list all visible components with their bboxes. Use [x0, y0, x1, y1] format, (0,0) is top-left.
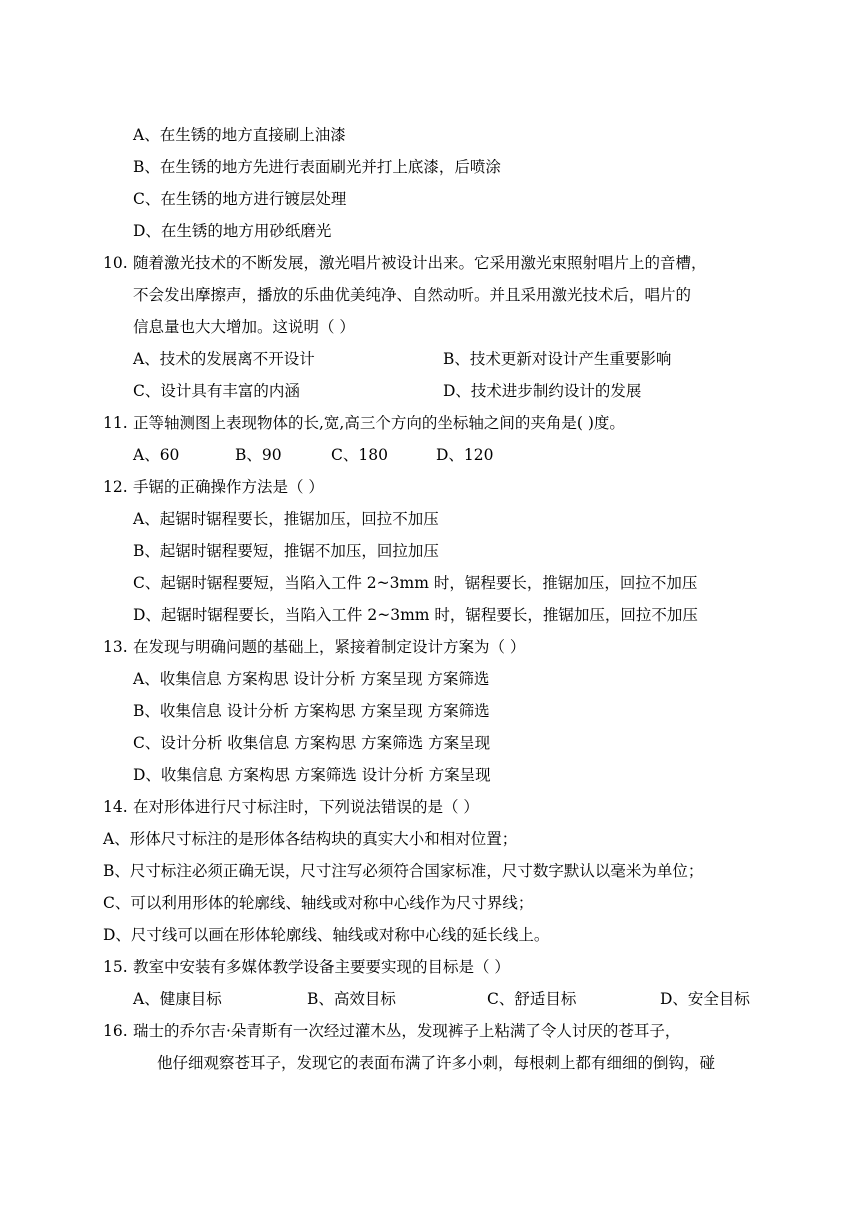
- q12-option-a: A、起锯时锯程要长，推锯加压，回拉不加压: [133, 510, 439, 528]
- q13-text: 在发现与明确问题的基础上，紧接着制定设计方案为（ ）: [133, 638, 526, 656]
- q14-option-d: D、尺寸线可以画在形体轮廓线、轴线或对称中心线的延长线上。: [103, 926, 550, 944]
- q15-text: 教室中安装有多媒体教学设备主要要实现的目标是（ ）: [133, 958, 510, 976]
- q14-option-a: A、形体尺寸标注的是形体各结构块的真实大小和相对位置；: [103, 830, 518, 848]
- q14-option-b: B、尺寸标注必须正确无误，尺寸注写必须符合国家标准，尺寸数字默认以毫米为单位；: [103, 862, 704, 880]
- q15-option-a: A、健康目标: [133, 990, 222, 1008]
- q12-text: 手锯的正确操作方法是（ ）: [133, 478, 324, 496]
- q15-option-d: D、安全目标: [660, 990, 750, 1008]
- q10-text-line-1: 随着激光技术的不断发展，激光唱片被设计出来。它采用激光束照射唱片上的音槽，: [133, 254, 707, 272]
- q10-text-line-2: 不会发出摩擦声，播放的乐曲优美纯净、自然动听。并且采用激光技术后，唱片的: [133, 286, 692, 304]
- q11-option-c: C、180: [331, 446, 388, 464]
- q10-text-line-3: 信息量也大大增加。这说明（ ）: [133, 318, 355, 336]
- q12-option-c: C、起锯时锯程要短，当陷入工件 2~3mm 时，锯程要长，推锯加压，回拉不加压: [133, 574, 698, 592]
- q10-number: 10.: [103, 254, 128, 272]
- q11-number: 11.: [103, 414, 128, 432]
- q10-option-d: D、技术进步制约设计的发展: [443, 382, 642, 400]
- q13-option-c: C、设计分析 收集信息 方案构思 方案筛选 方案呈现: [133, 734, 491, 752]
- q15-option-c: C、舒适目标: [487, 990, 577, 1008]
- q11-option-b: B、90: [235, 446, 282, 464]
- q9-option-a: A、在生锈的地方直接刷上油漆: [133, 126, 346, 144]
- q14-text: 在对形体进行尺寸标注时，下列说法错误的是（ ）: [133, 798, 479, 816]
- q14-option-c: C、可以利用形体的轮廓线、轴线或对称中心线作为尺寸界线；: [103, 894, 534, 912]
- q16-text-line-1: 瑞士的乔尔吉·朵青斯有一次经过灌木丛，发现裤子上粘满了令人讨厌的苍耳子，: [133, 1022, 681, 1040]
- q9-option-d: D、在生锈的地方用砂纸磨光: [133, 222, 332, 240]
- q13-option-b: B、收集信息 设计分析 方案构思 方案呈现 方案筛选: [133, 702, 490, 720]
- q11-text: 正等轴测图上表现物体的长,宽,高三个方向的坐标轴之间的夹角是( )度。: [133, 414, 625, 432]
- q13-number: 13.: [103, 638, 128, 656]
- q16-text-line-2: 他仔细观察苍耳子，发现它的表面布满了许多小刺，每根刺上都有细细的倒钩，碰: [157, 1054, 716, 1072]
- q13-option-d: D、收集信息 方案构思 方案筛选 设计分析 方案呈现: [133, 766, 491, 784]
- q15-option-b: B、高效目标: [307, 990, 396, 1008]
- q10-option-c: C、设计具有丰富的内涵: [133, 382, 300, 400]
- q12-number: 12.: [103, 478, 128, 496]
- q15-number: 15.: [103, 958, 128, 976]
- q12-option-b: B、起锯时锯程要短，推锯不加压，回拉加压: [133, 542, 439, 560]
- q9-option-c: C、在生锈的地方进行镀层处理: [133, 190, 347, 208]
- q12-option-d: D、起锯时锯程要长，当陷入工件 2~3mm 时，锯程要长，推锯加压，回拉不加压: [133, 606, 698, 624]
- q14-number: 14.: [103, 798, 128, 816]
- q16-number: 16.: [103, 1022, 128, 1040]
- q9-option-b: B、在生锈的地方先进行表面刷光并打上底漆，后喷涂: [133, 158, 501, 176]
- q11-option-d: D、120: [436, 446, 494, 464]
- q10-option-b: B、技术更新对设计产生重要影响: [443, 350, 672, 368]
- q11-option-a: A、60: [133, 446, 180, 464]
- q13-option-a: A、收集信息 方案构思 设计分析 方案呈现 方案筛选: [133, 670, 490, 688]
- q10-option-a: A、技术的发展离不开设计: [133, 350, 315, 368]
